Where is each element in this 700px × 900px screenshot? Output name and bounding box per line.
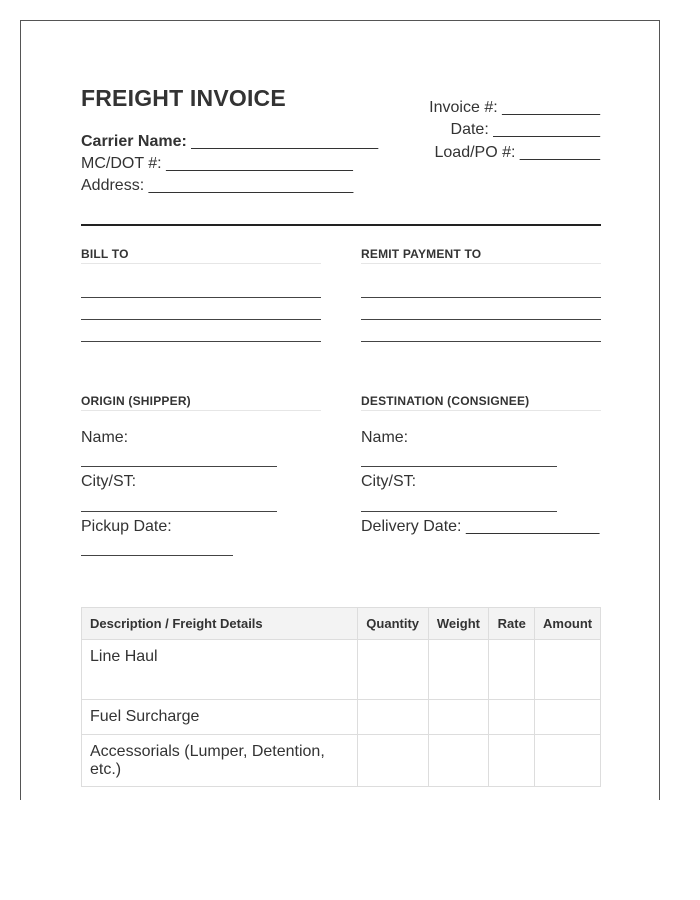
row-amount-cell[interactable] <box>535 640 601 700</box>
bill-to-heading: BILL TO <box>81 247 129 261</box>
remit-line-2[interactable] <box>361 319 601 320</box>
table-row <box>82 700 601 735</box>
col-description: Description / Freight Details <box>82 608 358 640</box>
remit-heading-rule <box>361 263 601 264</box>
row-weight-cell[interactable] <box>428 700 489 735</box>
col-amount: Amount <box>535 608 601 640</box>
invoice-date-blank[interactable]: ____________ <box>493 121 600 138</box>
row-rate-cell[interactable] <box>489 735 535 787</box>
destination-city-label: City/ST: <box>361 473 417 490</box>
row-quantity-cell[interactable] <box>357 735 428 787</box>
destination-heading-rule <box>361 410 601 411</box>
row-quantity-cell[interactable] <box>357 640 428 700</box>
bill-to-heading-rule <box>81 263 321 264</box>
carrier-name-row <box>81 133 378 151</box>
invoice-number-label: Invoice #: <box>429 99 498 116</box>
remit-line-3[interactable] <box>361 341 601 342</box>
address-row <box>81 177 353 195</box>
row-description: Accessorials (Lumper, Detention, etc.) <box>82 735 358 787</box>
destination-heading: DESTINATION (CONSIGNEE) <box>361 394 530 408</box>
origin-heading-rule <box>81 410 321 411</box>
freight-table <box>81 607 601 787</box>
mcdot-row <box>81 155 353 173</box>
table-row <box>82 640 601 700</box>
invoice-number-row <box>429 99 600 117</box>
origin-heading: ORIGIN (SHIPPER) <box>81 394 191 408</box>
row-amount-cell[interactable] <box>535 735 601 787</box>
row-quantity-cell[interactable] <box>357 700 428 735</box>
load-po-row <box>435 144 601 162</box>
row-weight-cell[interactable] <box>428 640 489 700</box>
destination-delivery-blank[interactable]: _______________ <box>465 518 600 535</box>
load-po-label: Load/PO #: <box>434 144 516 161</box>
col-quantity: Quantity <box>357 608 428 640</box>
address-blank[interactable]: _______________________ <box>148 177 354 194</box>
invoice-date-row <box>451 121 600 139</box>
destination-delivery-label: Delivery Date: <box>361 518 462 535</box>
origin-pickup-line[interactable] <box>81 555 233 556</box>
destination-delivery-row <box>361 518 599 536</box>
row-rate-cell[interactable] <box>489 640 535 700</box>
invoice-number-blank[interactable]: ___________ <box>502 99 600 116</box>
destination-name-label: Name: <box>361 429 409 446</box>
origin-pickup-label: Pickup Date: <box>81 518 172 535</box>
bill-to-line-3[interactable] <box>81 341 321 342</box>
remit-heading: REMIT PAYMENT TO <box>361 247 482 261</box>
bill-to-line-2[interactable] <box>81 319 321 320</box>
invoice-date-label: Date: <box>450 121 489 138</box>
col-weight: Weight <box>428 608 489 640</box>
row-weight-cell[interactable] <box>428 735 489 787</box>
load-po-blank[interactable]: _________ <box>519 144 600 161</box>
table-header-row <box>82 608 601 640</box>
remit-line-1[interactable] <box>361 297 601 298</box>
destination-name-line[interactable] <box>361 466 557 467</box>
origin-city-line[interactable] <box>81 511 277 512</box>
mcdot-label: MC/DOT #: <box>81 155 162 172</box>
col-rate: Rate <box>489 608 535 640</box>
invoice-title: FREIGHT INVOICE <box>81 85 286 111</box>
carrier-name-label: Carrier Name: <box>81 133 187 150</box>
invoice-sheet <box>20 20 660 800</box>
address-label: Address: <box>81 177 145 194</box>
row-amount-cell[interactable] <box>535 700 601 735</box>
bill-to-line-1[interactable] <box>81 297 321 298</box>
origin-name-label: Name: <box>81 429 129 446</box>
header-divider <box>81 224 601 226</box>
row-description: Line Haul <box>82 640 358 700</box>
origin-city-label: City/ST: <box>81 473 137 490</box>
origin-name-line[interactable] <box>81 466 277 467</box>
table-row <box>82 735 601 787</box>
carrier-name-blank[interactable]: _____________________ <box>191 133 379 150</box>
row-description: Fuel Surcharge <box>82 700 358 735</box>
row-rate-cell[interactable] <box>489 700 535 735</box>
destination-city-line[interactable] <box>361 511 557 512</box>
mcdot-blank[interactable]: _____________________ <box>166 155 353 172</box>
